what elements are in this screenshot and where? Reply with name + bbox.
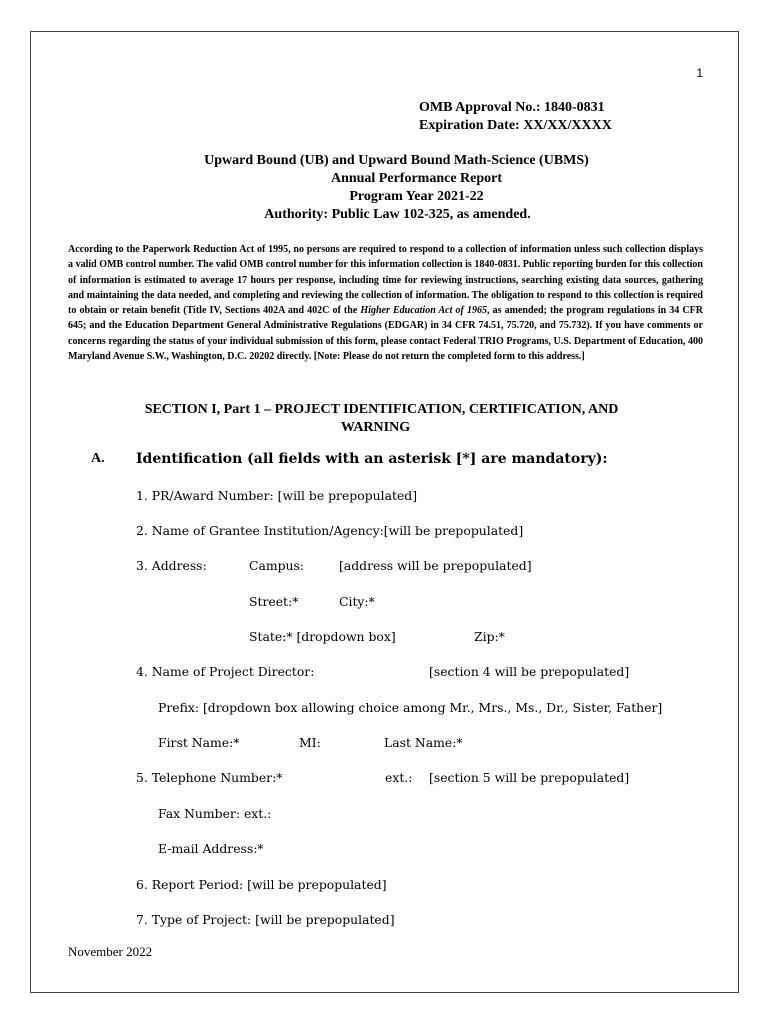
item-project-type: 7. Type of Project: [will be prepopulated] [136,912,395,927]
campus-label: Campus: [249,558,305,573]
first-name-field-label: First Name:* [158,735,240,750]
street-field-label: Street:* [249,594,299,609]
subsection-letter: A. [91,451,105,466]
subsection-heading: Identification (all fields with an asterisk [*] are mandatory): [136,451,608,467]
omb-info [419,99,612,135]
item-grantee-name: 2. Name of Grantee Institution/Agency:[will be prepopulated] [136,523,524,538]
section-title-line2: WARNING [340,420,411,435]
footer-date: November 2022 [68,944,153,959]
last-name-field-label: Last Name:* [384,735,463,750]
act-title: Higher Education Act of 1965 [360,305,487,317]
title-line-report: Annual Performance Report [330,171,503,186]
item-project-director-value: [section 4 will be prepopulated] [429,664,630,679]
telephone-value: [section 5 will be prepopulated] [429,770,630,785]
item-address-label: 3. Address: [136,558,207,573]
title-line-year: Program Year 2021-22 [349,189,484,204]
title-line-authority: Authority: Public Law 102-325, as amended. [264,207,531,222]
telephone-field-label: 5. Telephone Number:* [136,770,283,785]
city-field-label: City:* [339,594,375,609]
item-project-director-label: 4. Name of Project Director: [136,664,315,679]
middle-initial-field-label: MI: [299,735,321,750]
zip-field-label: Zip:* [474,629,505,644]
fax-field-label: Fax Number: ext.: [158,806,272,821]
report-title [31,152,740,224]
section-title [31,401,740,437]
notice-text-part1: According to the Paperwork Reduction Act of 1995, no persons are required to respond to a collection of information unless such collection displays a valid OMB control number. The valid OMB control number for this information collection is 1840-0831. Public reporting burden for this collection of information is estimated to average 17 hours per response, including time for reviewing instructions, searching existing data sources, gathering and maintaining the data needed, and completing and reviewing the collection of information. The obligation to respond to this collection is required to obtain or retain benefit (Title IV, Sections 402A and 402C of the [68,244,703,317]
state-field-label: State:* [dropdown box] [249,629,396,644]
section-title-line1: SECTION I, Part 1 – PROJECT IDENTIFICATION, CERTIFICATION, AND [144,402,619,417]
document-page [30,31,739,993]
item-report-period: 6. Report Period: [will be prepopulated] [136,877,387,892]
item-award-number: 1. PR/Award Number: [will be prepopulated] [136,488,418,503]
prefix-field: Prefix: [dropdown box allowing choice among Mr., Mrs., Ms., Dr., Sister, Father] [158,700,663,715]
campus-value: [address will be prepopulated] [339,558,532,573]
email-field-label: E-mail Address:* [158,841,264,856]
title-line-program: Upward Bound (UB) and Upward Bound Math-Science (UBMS) [204,153,589,168]
omb-expiration-date: Expiration Date: XX/XX/XXXX [419,118,612,133]
extension-field-label: ext.: [385,770,413,785]
notice-text-part2: , as amended; the program regulations in 34 CFR 645; and the Education Department General Administrative Regulations (EDGAR) in 34 CFR 74.51, 75.720, and 75.732). If you have comments or concerns regarding the status of your individual submission of this form, please contact Federal TRIO Programs, U.S. Department of Education, 400 Maryland Avenue S.W., Washington, D.C. 20202 directly. [Note: Please do not return the completed form to this address.] [68,305,703,363]
paperwork-reduction-notice [68,242,703,364]
omb-approval-number: OMB Approval No.: 1840-0831 [419,100,605,115]
page-number: 1 [696,66,703,80]
